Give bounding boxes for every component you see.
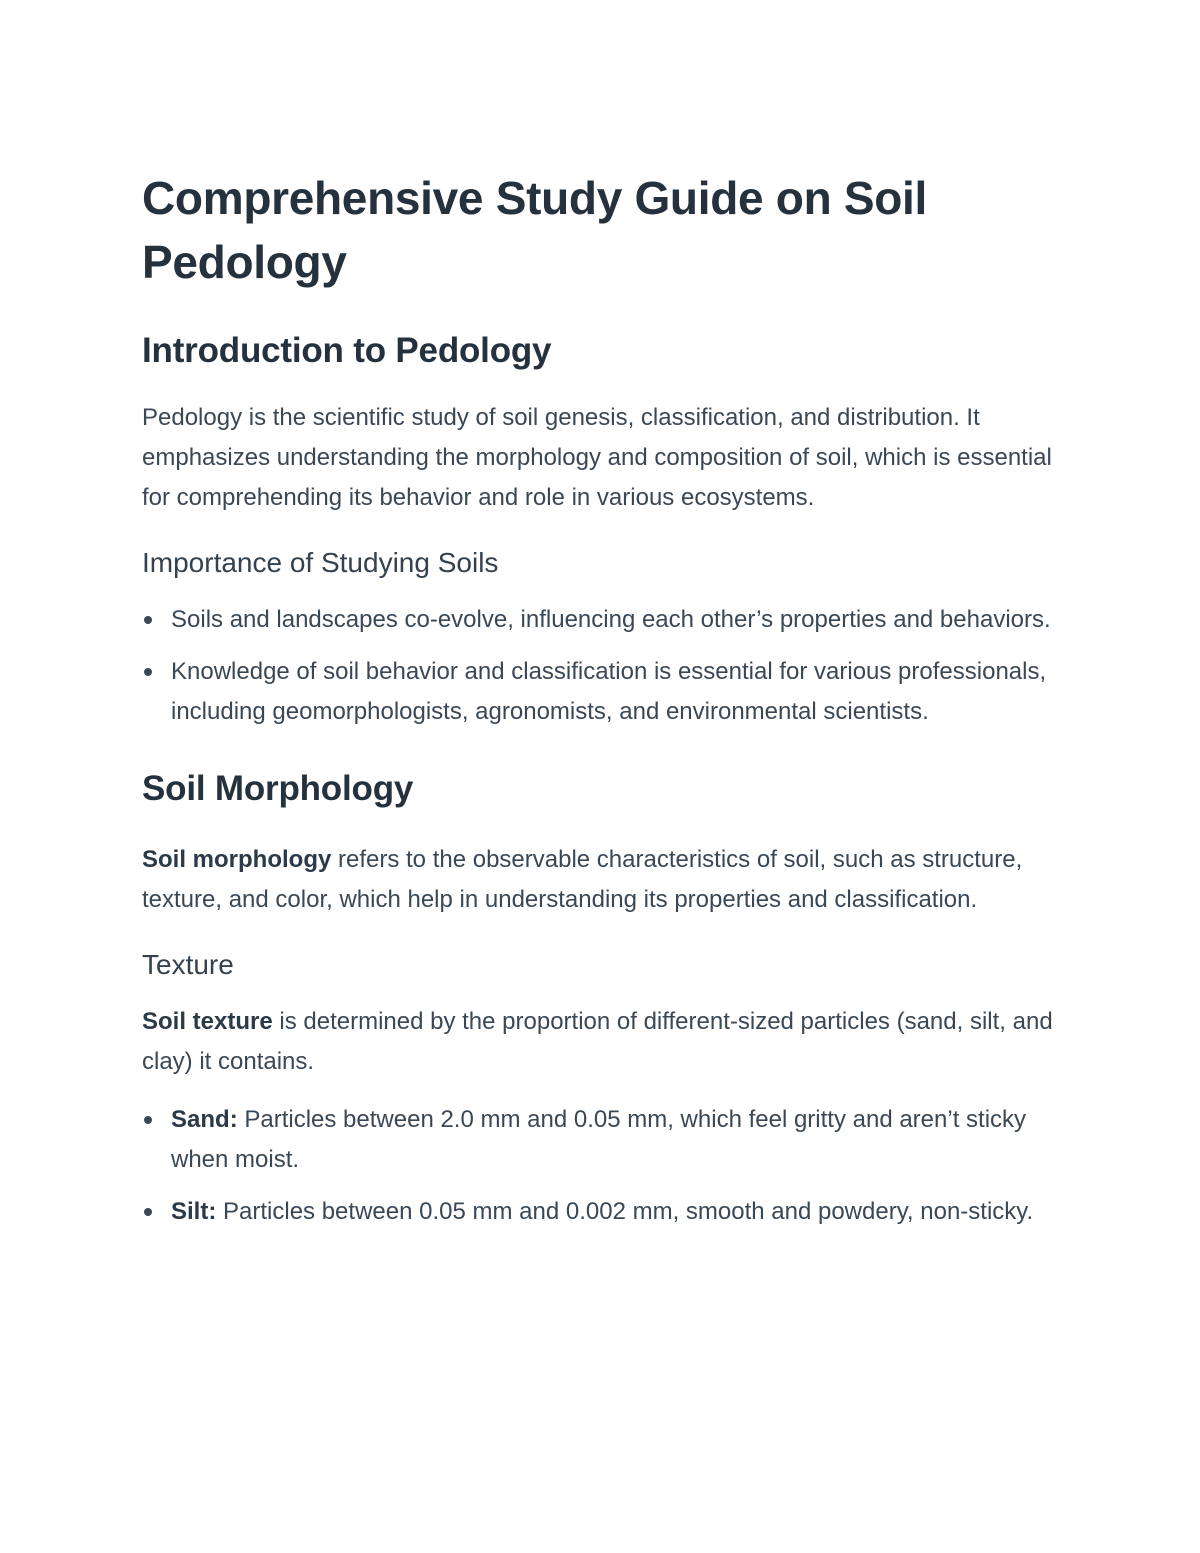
bullet-icon (144, 668, 152, 676)
bullet-icon (144, 1208, 152, 1216)
morphology-paragraph (142, 840, 1060, 920)
introduction-paragraph: Pedology is the scientific study of soil genesis, classification, and distribution. It emphasizes understanding the morphology and composition of soil, which is essential for comprehending its behavior and role in various ecosystems. (142, 404, 1052, 511)
section-heading-introduction: Introduction to Pedology (142, 331, 552, 370)
particle-description-silt: Particles between 0.05 mm and 0.002 mm, smooth and powdery, non-sticky. (216, 1198, 1034, 1225)
particle-list (142, 1100, 1060, 1232)
list-item (142, 1192, 1060, 1232)
section-introduction (142, 328, 1060, 732)
section-heading-morphology: Soil Morphology (142, 769, 414, 808)
section-morphology (142, 766, 1060, 1232)
list-item-text: Knowledge of soil behavior and classification is essential for various professionals, including geomorphologists, agronomists, and environmental scientists. (171, 658, 1047, 725)
subheading-importance: Importance of Studying Soils (142, 547, 499, 578)
list-item (142, 1100, 1060, 1180)
importance-list (142, 600, 1060, 732)
particle-separator: : (208, 1198, 217, 1225)
texture-term: Soil texture (142, 1008, 273, 1035)
texture-definition: is determined by the proportion of different-sized particles (sand, silt, and clay) it contains. (142, 1008, 1053, 1075)
list-item (142, 652, 1060, 732)
subheading-texture: Texture (142, 949, 234, 980)
particle-name-silt: Silt (171, 1198, 209, 1225)
morphology-definition: refers to the observable characteristics of soil, such as structure, texture, and color, which help in understanding its properties and classification. (142, 846, 1023, 913)
bullet-icon (144, 1116, 152, 1124)
particle-name-sand: Sand (171, 1106, 230, 1133)
list-item (142, 600, 1060, 640)
morphology-term: Soil morphology (142, 846, 332, 873)
list-item-text: Soils and landscapes co-evolve, influencing each other’s properties and behaviors. (171, 606, 1051, 633)
particle-separator: : (229, 1106, 238, 1133)
texture-paragraph (142, 1002, 1060, 1082)
bullet-icon (144, 616, 152, 624)
particle-description-sand: Particles between 2.0 mm and 0.05 mm, which feel gritty and aren’t sticky when moist. (171, 1106, 1027, 1173)
document-title: Comprehensive Study Guide on Soil Pedology (142, 172, 927, 288)
